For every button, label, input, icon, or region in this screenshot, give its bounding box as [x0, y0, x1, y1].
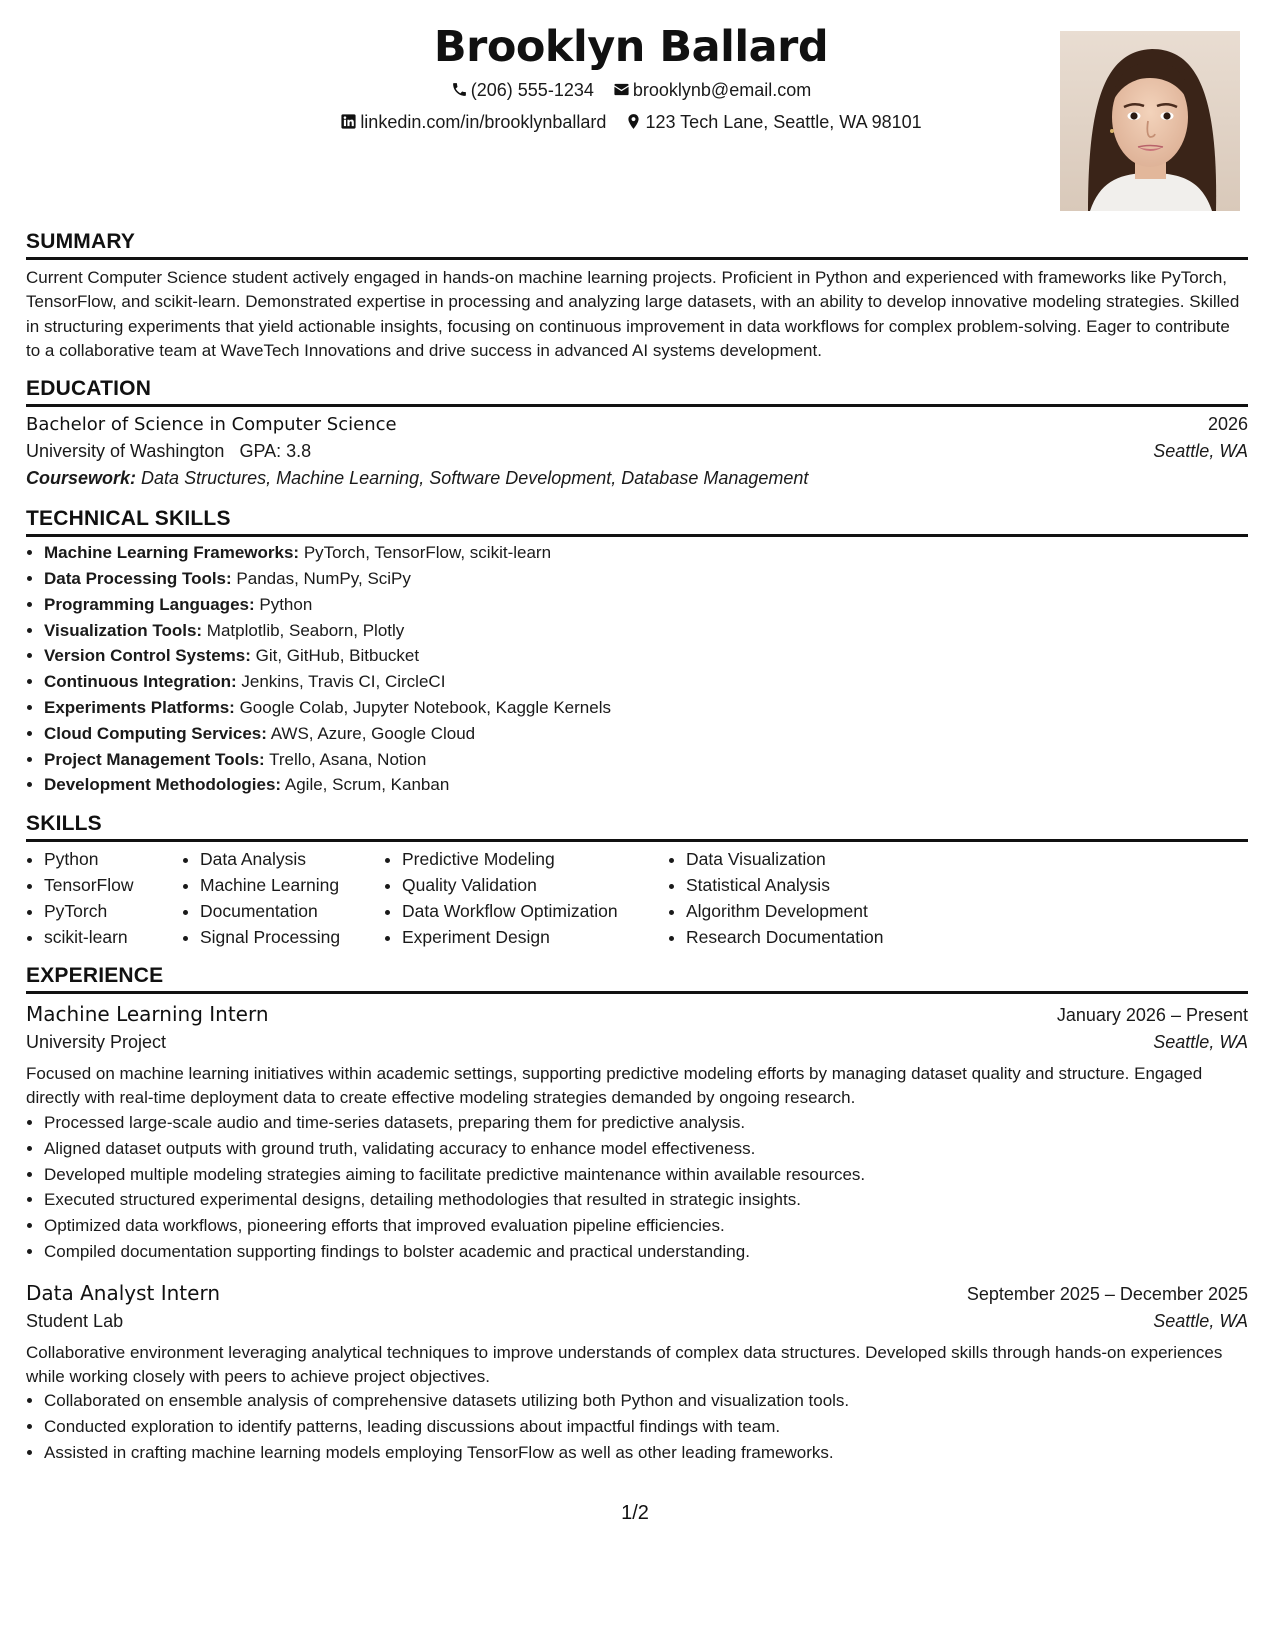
list-item: • Research Documentation	[686, 925, 946, 951]
list-item: • Conducted exploration to identify patterns, leading discussions about impactful findings with team.	[44, 1414, 1248, 1440]
education-heading: EDUCATION	[26, 377, 1248, 407]
skill-label: Development Methodologies:	[44, 775, 282, 795]
skill-label: Programming Languages:	[44, 594, 255, 614]
gpa: GPA: 3.8	[239, 441, 312, 462]
skill-label: Cloud Computing Services:	[44, 723, 267, 743]
skill-label: Version Control Systems:	[44, 646, 251, 666]
job-organization: University Project	[26, 1032, 167, 1053]
list-item	[44, 721, 1248, 747]
list-item: • Experiment Design	[402, 925, 668, 951]
list-item: • Executed structured experimental designs, detailing methodologies that resulted in strategic insights.	[44, 1187, 1248, 1213]
list-item: • Processed large-scale audio and time-series datasets, preparing them for predictive analysis.	[44, 1110, 1248, 1136]
technical-skills-section	[26, 507, 1248, 798]
page-number: 1/2	[621, 1502, 649, 1524]
list-item	[44, 592, 1248, 618]
list-item: • Quality Validation	[402, 873, 668, 899]
education-section	[26, 377, 1248, 489]
contact-row-2	[26, 112, 1236, 133]
technical-skills-heading: TECHNICAL SKILLS	[26, 507, 1248, 537]
list-item: • Data Visualization	[686, 847, 946, 873]
technical-skills-list	[26, 540, 1248, 798]
list-item	[44, 772, 1248, 798]
list-item: • Compiled documentation supporting findings to bolster academic and practical understanding.	[44, 1239, 1248, 1265]
list-item	[44, 540, 1248, 566]
skill-value: Git, GitHub, Bitbucket	[255, 646, 420, 666]
skills-column-3	[384, 847, 668, 950]
skill-label: Visualization Tools:	[44, 620, 203, 640]
portrait-image	[1060, 31, 1240, 211]
skill-label: Data Processing Tools:	[44, 568, 232, 588]
candidate-name: Brooklyn Ballard	[433, 22, 829, 72]
graduation-year: 2026	[1207, 414, 1248, 435]
education-entry	[26, 414, 1248, 489]
experience-section	[26, 964, 1248, 1465]
list-item	[44, 695, 1248, 721]
summary-section	[26, 230, 1248, 363]
job-description: Focused on machine learning initiatives within academic settings, supporting predictive modeling efforts by managing dataset quality and structure. Engaged directly with real-time deployment data to create effective modeling strategies demanded by ongoing research.	[26, 1064, 1203, 1108]
coursework-label: Coursework:	[26, 468, 137, 489]
list-item: • PyTorch	[44, 899, 182, 925]
email-contact[interactable]	[613, 80, 811, 101]
list-item: • TensorFlow	[44, 873, 182, 899]
list-item: • Documentation	[200, 899, 384, 925]
email-text: brooklynb@email.com	[632, 80, 812, 100]
list-item: • Collaborated on ensemble analysis of comprehensive datasets utilizing both Python and visualization tools.	[44, 1388, 1248, 1414]
skills-section	[26, 812, 1248, 950]
job-location: Seattle, WA	[1153, 1032, 1248, 1053]
job-location: Seattle, WA	[1153, 1310, 1248, 1331]
linkedin-contact[interactable]	[340, 112, 606, 133]
list-item: • Signal Processing	[200, 925, 384, 951]
skill-label: Project Management Tools:	[44, 749, 265, 769]
skills-column-2	[182, 847, 384, 950]
skills-column-1	[26, 847, 182, 950]
skill-value: Google Colab, Jupyter Notebook, Kaggle Kernels	[239, 697, 611, 717]
map-pin-icon	[625, 113, 642, 130]
linkedin-icon	[340, 113, 357, 130]
coursework-list: Data Structures, Machine Learning, Software Development, Database Management	[141, 468, 809, 489]
coursework-line	[26, 468, 1248, 489]
list-item	[44, 566, 1248, 592]
skill-value: Python	[259, 594, 313, 614]
list-item: • Data Analysis	[200, 847, 384, 873]
list-item: • Predictive Modeling	[402, 847, 668, 873]
envelope-icon	[613, 81, 630, 98]
list-item: • Algorithm Development	[686, 899, 946, 925]
phone-text: (206) 555-1234	[470, 80, 594, 100]
skill-value: Jenkins, Travis CI, CircleCI	[241, 672, 446, 692]
address-contact	[625, 112, 921, 133]
address-text: 123 Tech Lane, Seattle, WA 98101	[645, 112, 922, 132]
job-organization: Student Lab	[26, 1310, 124, 1331]
job-dates: September 2025 – December 2025	[966, 1283, 1248, 1304]
list-item: • Statistical Analysis	[686, 873, 946, 899]
school-location: Seattle, WA	[1153, 441, 1248, 462]
list-item: • Assisted in crafting machine learning models employing TensorFlow as well as other leading frameworks.	[44, 1440, 1248, 1466]
job-title: Data Analyst Intern	[26, 1280, 221, 1305]
skill-value: Trello, Asana, Notion	[269, 749, 427, 769]
job-title: Machine Learning Intern	[26, 1002, 269, 1027]
list-item: • Optimized data workflows, pioneering efforts that improved evaluation pipeline efficiencies.	[44, 1213, 1248, 1239]
phone-contact[interactable]	[451, 80, 594, 101]
list-item: • scikit-learn	[44, 925, 182, 951]
job-bullets	[26, 1388, 1248, 1465]
skill-value: AWS, Azure, Google Cloud	[270, 723, 476, 743]
experience-heading: EXPERIENCE	[26, 964, 1248, 994]
list-item	[44, 643, 1248, 669]
school-line	[26, 441, 311, 462]
list-item: • Python	[44, 847, 182, 873]
skills-column-4	[668, 847, 946, 950]
linkedin-text: linkedin.com/in/brooklynballard	[360, 112, 607, 132]
list-item: • Data Workflow Optimization	[402, 899, 668, 925]
skill-value: Pandas, NumPy, SciPy	[236, 568, 411, 588]
list-item: • Developed multiple modeling strategies aiming to facilitate predictive maintenance within available resources.	[44, 1162, 1248, 1188]
skills-heading: SKILLS	[26, 812, 1248, 842]
skill-value: Agile, Scrum, Kanban	[284, 775, 450, 795]
job-dates: January 2026 – Present	[1056, 1005, 1248, 1026]
skill-value: Matplotlib, Seaborn, Plotly	[206, 620, 405, 640]
school-name: University of Washington	[26, 441, 225, 462]
list-item	[44, 669, 1248, 695]
summary-text: Current Computer Science student actively engaged in hands-on machine learning projects. Proficient in Python and experienced with frameworks like PyTorch, TensorFlow, and scikit-learn. Demonstrated expertise in processing and analyzing large datasets, with an ability to develop innovative modeling strategies. Skilled in structuring experiments that yield actionable insights, focusing on continuous improvement in data workflows for complex problem-solving. Eager to contribute to a collaborative team at WaveTech Innovations and drive success in advanced AI systems development.	[26, 268, 1240, 360]
skill-label: Continuous Integration:	[44, 672, 237, 692]
phone-icon	[451, 81, 468, 98]
skill-label: Machine Learning Frameworks:	[44, 543, 300, 563]
summary-heading: SUMMARY	[26, 230, 1248, 260]
skills-grid	[26, 847, 1248, 950]
skill-value: PyTorch, TensorFlow, scikit-learn	[303, 543, 552, 563]
profile-photo	[1060, 31, 1240, 211]
job-bullets	[26, 1110, 1248, 1265]
resume-header	[26, 18, 1248, 216]
list-item	[44, 747, 1248, 773]
contact-row-1	[26, 80, 1236, 101]
list-item: • Aligned dataset outputs with ground truth, validating accuracy to enhance model effectiveness.	[44, 1136, 1248, 1162]
job-description: Collaborative environment leveraging analytical techniques to improve understands of complex data structures. Developed skills through hands-on experiences while working closely with peers to achieve project objectives.	[26, 1342, 1223, 1386]
job-entry-ml-intern	[26, 1002, 1248, 1264]
resume-page	[26, 18, 1248, 1648]
job-entry-data-analyst-intern	[26, 1281, 1248, 1466]
degree-title: Bachelor of Science in Computer Science	[26, 414, 397, 436]
list-item: • Machine Learning	[200, 873, 384, 899]
skill-label: Experiments Platforms:	[44, 697, 235, 717]
list-item	[44, 618, 1248, 644]
